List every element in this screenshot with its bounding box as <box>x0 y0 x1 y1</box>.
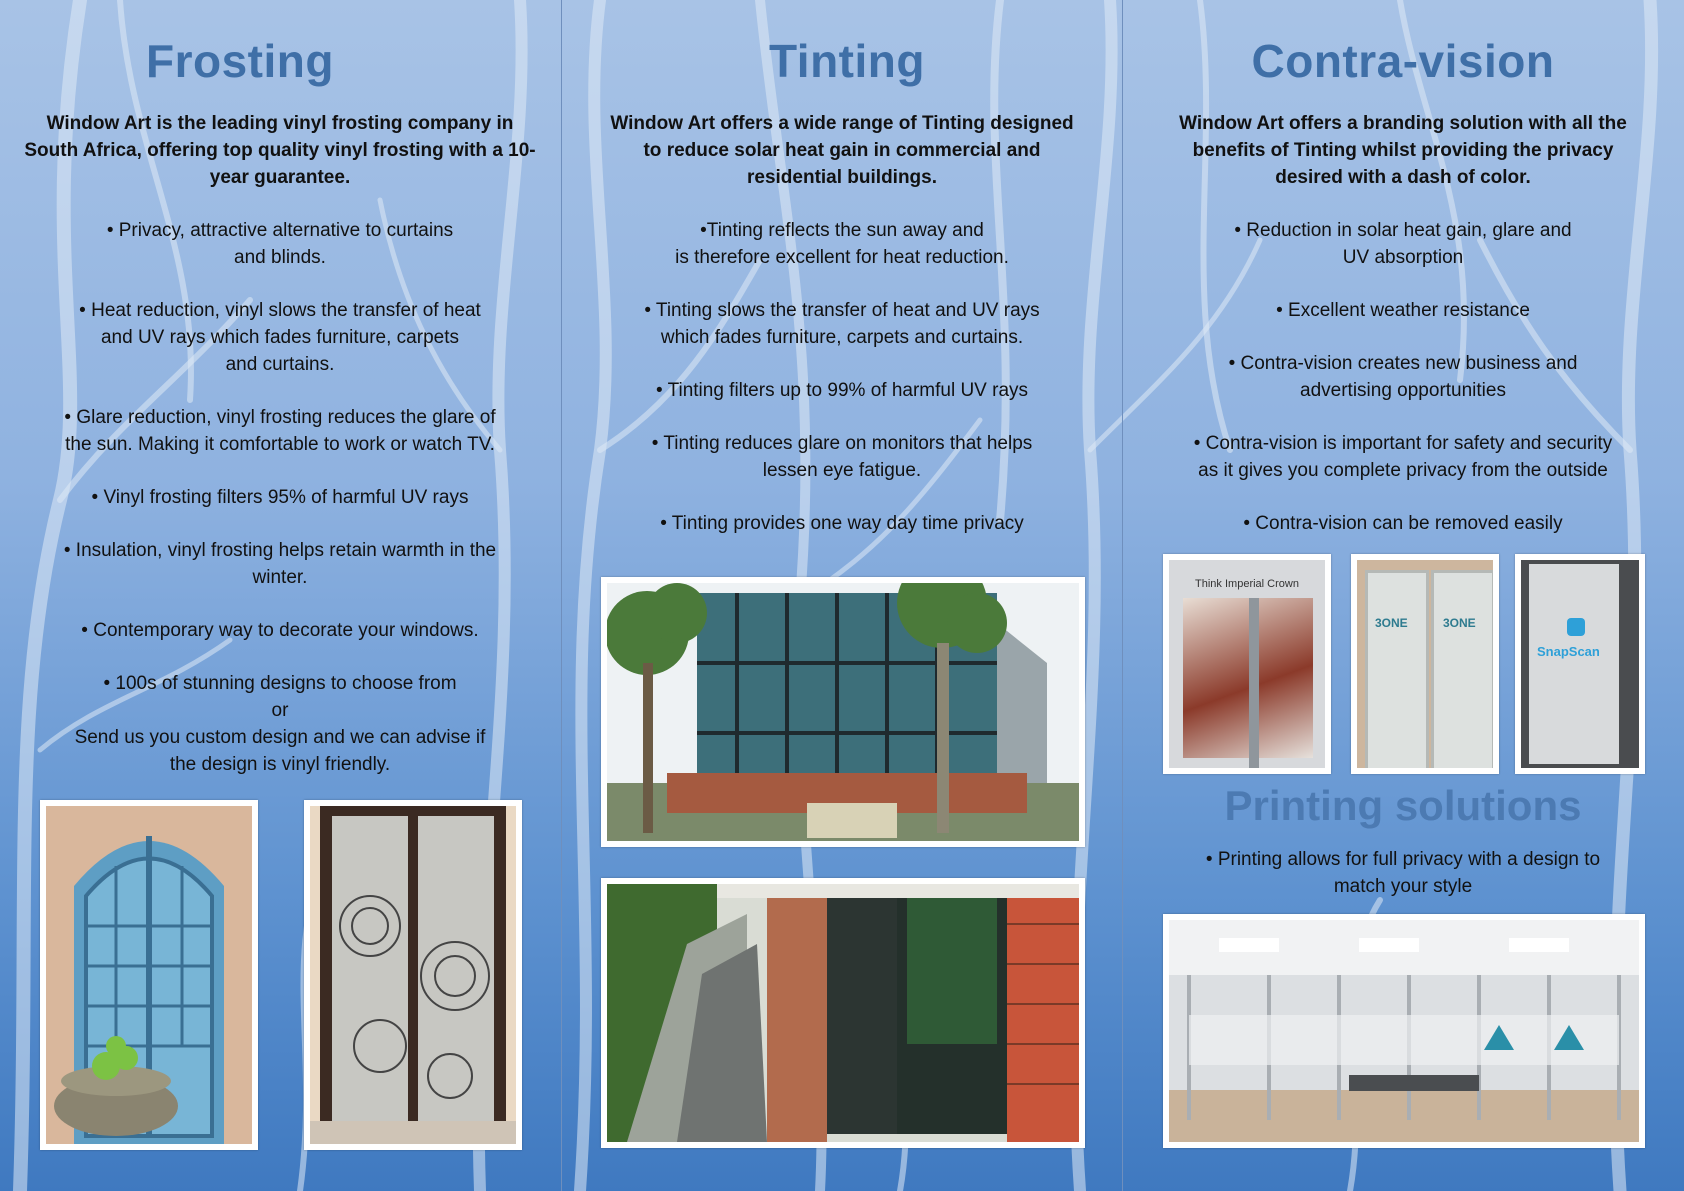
frosting-bullet: • Vinyl frosting filters 95% of harmful UV rays <box>91 487 469 508</box>
tinting-intro: Window Art offers a wide range of Tinting designed to reduce solar heat gain in commercial and residential buildings. <box>610 113 1074 188</box>
contravision-bullet: • Excellent weather resistance <box>1276 300 1530 321</box>
tinting-bullet: • Tinting filters up to 99% of harmful UV rays <box>655 380 1029 401</box>
threeone-logo-text: 3ONE <box>1375 616 1408 630</box>
frosting-bullet: • Insulation, vinyl frosting helps retain warmth in the winter. <box>63 540 497 588</box>
frosting-title: Frosting <box>146 35 334 87</box>
frosted-swirl-door-photo <box>304 800 522 1150</box>
tinting-bullet: • Tinting slows the transfer of heat and UV rays which fades furniture, carpets and curtains. <box>644 300 1040 348</box>
frosting-bullet: • Privacy, attractive alternative to curtains and blinds. <box>106 220 454 268</box>
frosting-bullet-list <box>30 217 530 804</box>
contravision-bullet: • Contra-vision can be removed easily <box>1243 513 1563 534</box>
tinting-bullet: • Tinting provides one way day time privacy <box>660 513 1024 534</box>
snapscan-logo-text: SnapScan <box>1537 644 1600 659</box>
tinted-building-photo <box>601 577 1085 847</box>
frosting-bullet: • Heat reduction, vinyl slows the transfer of heat and UV rays which fades furniture, carpets and curtains. <box>79 300 481 375</box>
contravision-bullet: • Reduction in solar heat gain, glare and UV absorption <box>1234 220 1572 268</box>
frosting-bullet: • Glare reduction, vinyl frosting reduces the glare of the sun. Making it comfortable to work or watch TV. <box>64 407 496 455</box>
contravision-panel <box>1123 0 1683 1191</box>
contravision-intro: Window Art offers a branding solution with all the benefits of Tinting whilst providing the privacy desired with a dash of color. <box>1179 113 1627 188</box>
tinting-bullet-list <box>592 217 1092 563</box>
tinting-bullet: • Tinting reduces glare on monitors that helps lessen eye fatigue. <box>651 433 1033 481</box>
contravision-bullet: • Contra-vision is important for safety and security as it gives you complete privacy from the outside <box>1193 433 1613 481</box>
printing-bullet: • Printing allows for full privacy with a design to match your style <box>1205 849 1601 897</box>
frosted-arched-door-photo <box>40 800 258 1150</box>
printing-solutions-title: Printing solutions <box>1224 782 1582 829</box>
tinting-panel <box>562 0 1122 1191</box>
tinting-bullet: •Tinting reflects the sun away and is therefore excellent for heat reduction. <box>675 220 1009 268</box>
threeone-logo-text: 3ONE <box>1443 616 1476 630</box>
frosting-bullet: • Contemporary way to decorate your windows. <box>81 620 479 641</box>
contravision-imperial-crown-photo <box>1163 554 1331 774</box>
tinting-title: Tinting <box>769 35 925 87</box>
printed-office-partition-photo <box>1163 914 1645 1148</box>
imperial-crown-text: Think Imperial Crown <box>1195 578 1299 590</box>
contravision-bullet-list <box>1153 217 1653 563</box>
contravision-bullet: • Contra-vision creates new business and advertising opportunities <box>1228 353 1578 401</box>
frosting-panel <box>0 0 560 1191</box>
contravision-title: Contra-vision <box>1251 35 1555 87</box>
frosting-bullet: • 100s of stunning designs to choose from or Send us you custom design and we can advise if the design is vinyl friendly. <box>74 673 486 775</box>
frosting-intro: Window Art is the leading vinyl frosting company in South Africa, offering top quality vinyl frosting with a 10-year guarantee. <box>24 113 536 188</box>
tinted-corridor-photo <box>601 878 1085 1148</box>
contravision-3one-door-photo <box>1351 554 1499 774</box>
contravision-snapscan-photo <box>1515 554 1645 774</box>
